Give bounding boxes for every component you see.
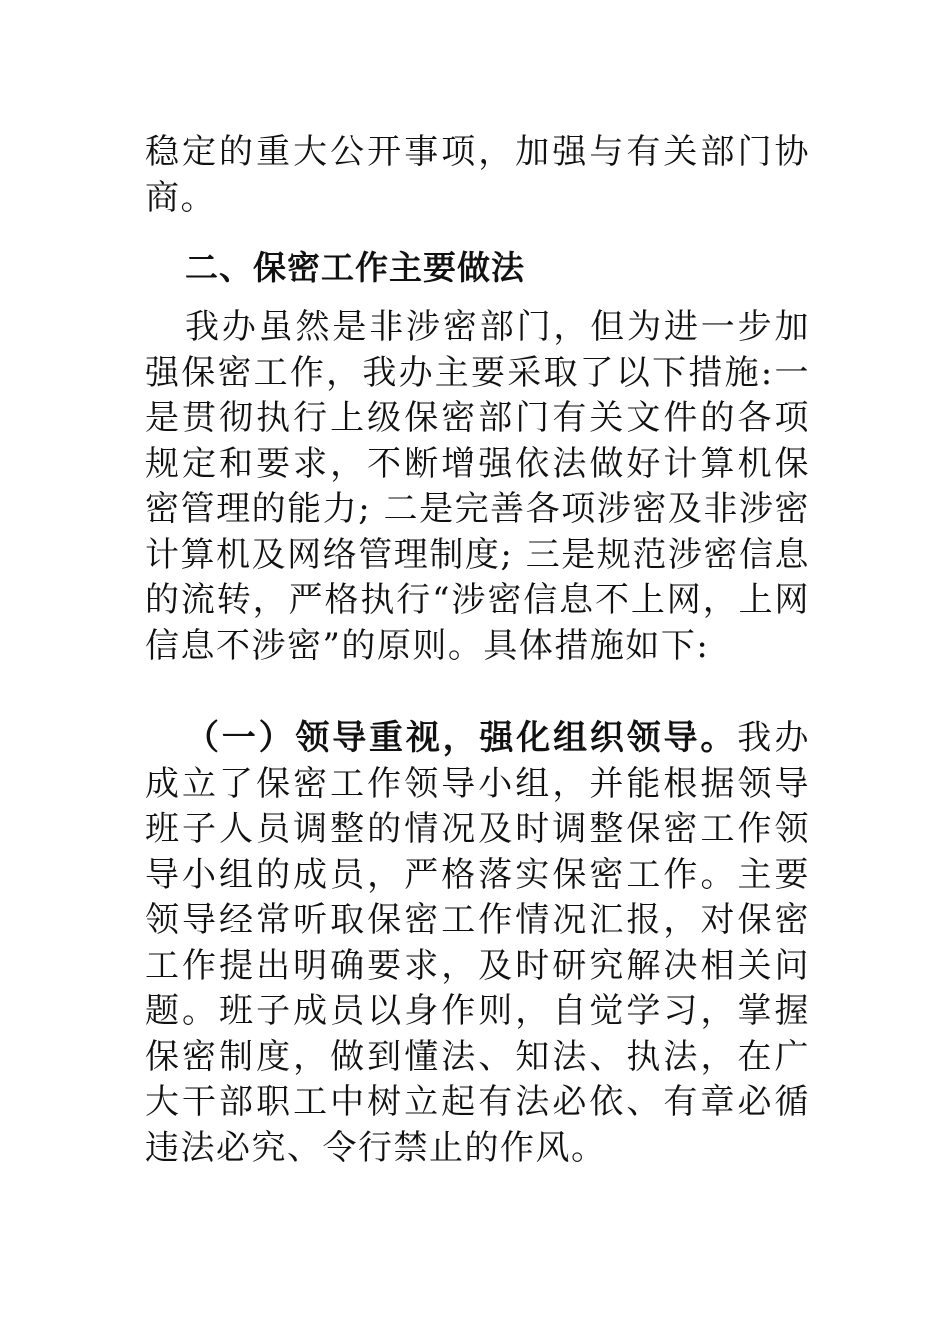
section-heading: 二、保密工作主要做法 — [185, 248, 525, 287]
subsection-body: 我办成立了保密工作领导小组，并能根据领导班子人员调整的情况及时调整保密工作领导小组的成员，严格落实保密工作。主要领导经常听取保密工作情况汇报，对保密工作提出明确要求，及时研究解决相关问题。班子成员以身作则，自觉学习，掌握保密制度，做到懂法、知法、执法，在广大干部职工中树立起有法必依、有章必循违法必究、令行禁止的作风。 — [145, 718, 810, 1168]
intro-paragraph: 我办虽然是非涉密部门，但为进一步加强保密工作，我办主要采取了以下措施:一是贯彻执行上级保密部门有关文件的各项规定和要求，不断增强依法做好计算机保密管理的能力; 二是完善各项涉密及非涉密计算机及网络管理制度; 三是规范涉密信息的流转，严格执行“涉密信息不上网，上网信息不涉密”的原则。具体措施如下: — [145, 307, 810, 666]
subsection-bold-lead: （一）领导重视，强化组织领导。 — [185, 718, 738, 758]
subsection-paragraph — [145, 716, 810, 1171]
continued-paragraph: 稳定的重大公开事项，加强与有关部门协商。 — [145, 132, 810, 218]
